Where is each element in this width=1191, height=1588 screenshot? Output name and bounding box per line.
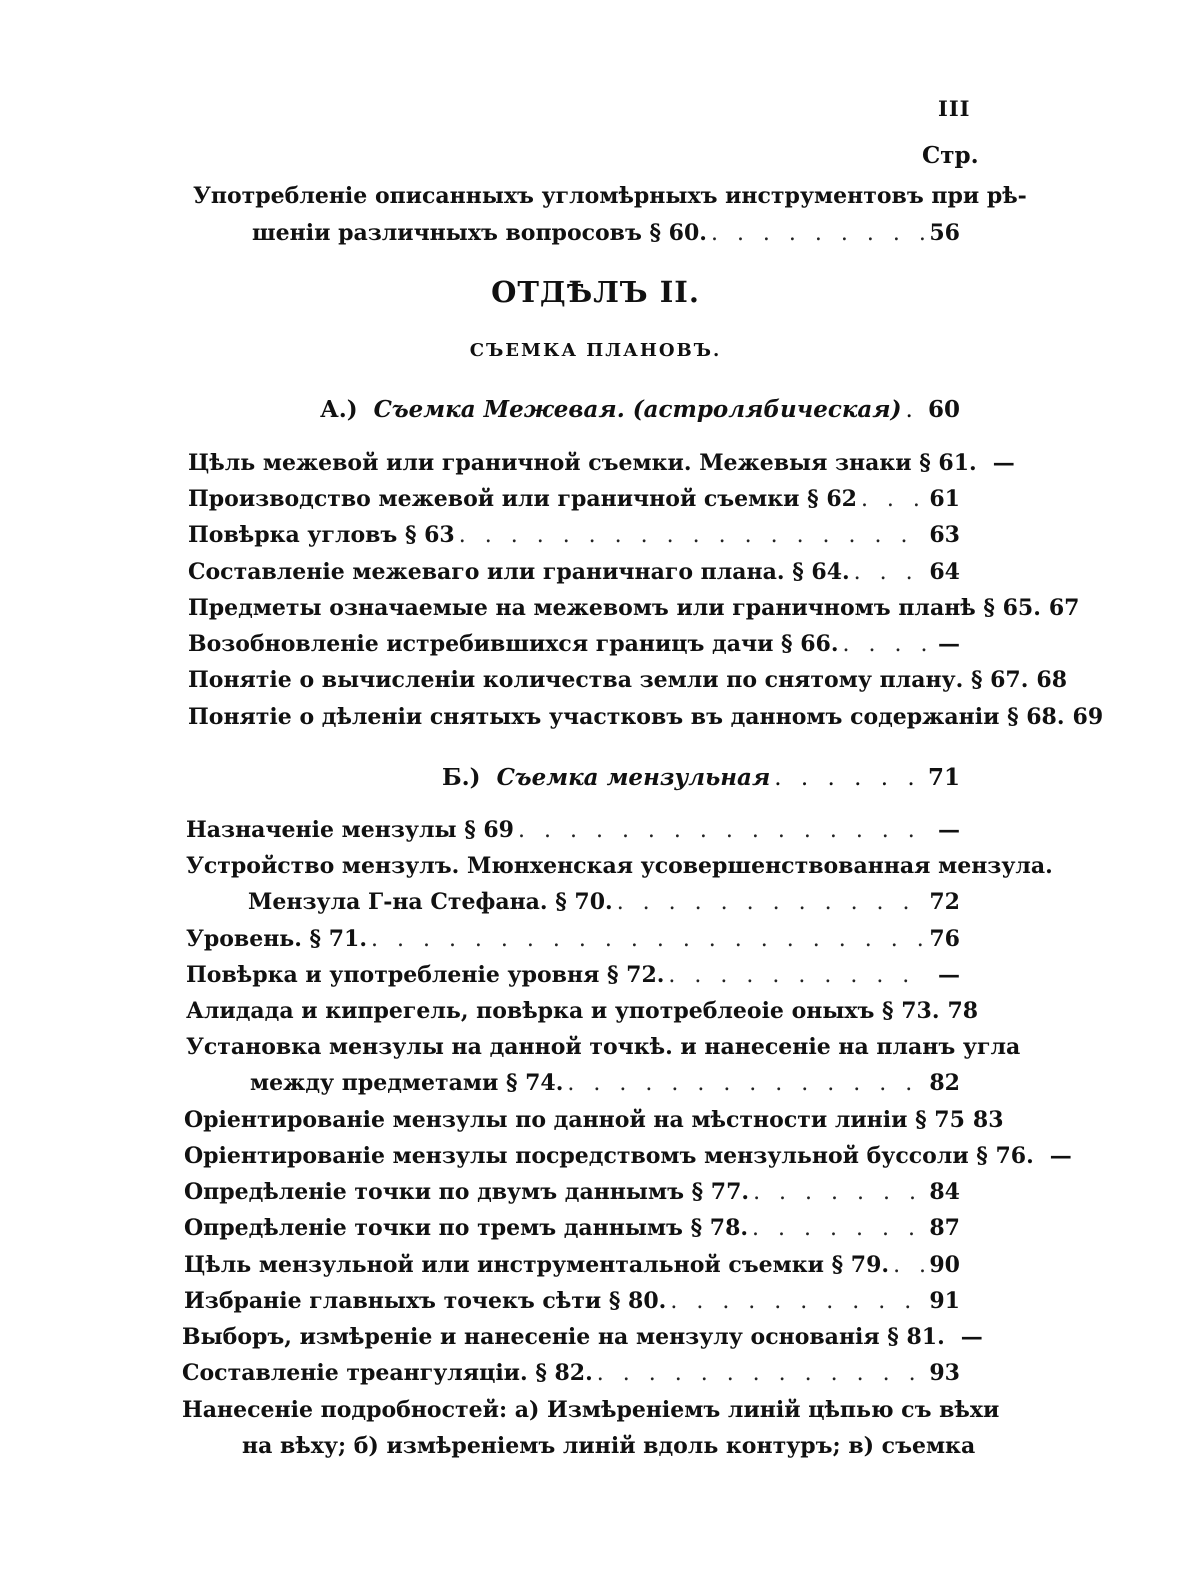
leader-dots bbox=[753, 1180, 925, 1205]
toc-entry bbox=[188, 704, 1104, 740]
leader-dots bbox=[905, 397, 924, 423]
toc-entry bbox=[188, 450, 1015, 486]
toc-entry-text: Мензула Г-на Стефана. § 70. bbox=[248, 889, 613, 915]
toc-page-number: — bbox=[1049, 1143, 1072, 1169]
toc-entry bbox=[186, 962, 960, 998]
toc-entry-text: Предметы означаемые на межевомъ или граничномъ планѣ § 65. bbox=[188, 595, 1041, 621]
leader-dots bbox=[668, 963, 926, 988]
toc-entry bbox=[184, 1288, 960, 1324]
toc-page-number: 93 bbox=[929, 1360, 960, 1386]
part-a-label: А.) bbox=[320, 396, 358, 423]
toc-entry bbox=[184, 1252, 960, 1288]
toc-entry-text: на вѣху; б) измѣреніемъ линій вдоль контуръ; в) съемка bbox=[242, 1433, 976, 1459]
toc-page-number: 87 bbox=[929, 1215, 960, 1241]
toc-page-number: 76 bbox=[929, 926, 960, 952]
toc-page-number: 84 bbox=[929, 1179, 960, 1205]
toc-page-number: — bbox=[960, 1324, 983, 1350]
toc-entry bbox=[188, 522, 960, 558]
toc-entry bbox=[182, 1397, 1000, 1433]
toc-entry bbox=[182, 1324, 983, 1360]
leader-dots bbox=[567, 1071, 925, 1096]
toc-page-number: — bbox=[938, 817, 960, 843]
toc-entry-text: Понятіе о вычисленіи количества земли по снятому плану. § 67. bbox=[188, 667, 1029, 693]
toc-entry-text: Избраніе главныхъ точекъ сѣти § 80. bbox=[184, 1288, 667, 1314]
toc-page-number: 78 bbox=[947, 998, 979, 1024]
toc-entry-text: Составленіе треангуляціи. § 82. bbox=[182, 1360, 593, 1386]
leader-dots bbox=[843, 632, 927, 657]
toc-entry-text: Цѣль межевой или граничной съемки. Межевыя знаки § 61. bbox=[188, 450, 977, 476]
toc-entry bbox=[186, 998, 979, 1034]
toc-entry-text: Опредѣленіе точки по двумъ даннымъ § 77. bbox=[184, 1179, 750, 1205]
toc-entry bbox=[184, 1215, 960, 1251]
toc-entry bbox=[186, 817, 960, 853]
toc-entry-text: шеніи различныхъ вопросовъ § 60. bbox=[252, 220, 707, 246]
toc-entry-text: Устройство мензулъ. Мюнхенская усовершенствованная мензула. bbox=[186, 853, 1053, 879]
toc-entry bbox=[188, 486, 960, 522]
toc-entry bbox=[184, 1107, 1004, 1143]
toc-entry-text: Оріентированіе мензулы посредствомъ мензульной буссоли § 76. bbox=[184, 1143, 1034, 1169]
leader-dots bbox=[459, 523, 926, 548]
part-b-heading bbox=[442, 764, 960, 800]
toc-page-number: — bbox=[992, 450, 1015, 476]
leader-dots bbox=[752, 1216, 925, 1241]
toc-entry bbox=[188, 559, 960, 595]
leader-dots bbox=[371, 927, 925, 952]
toc-entry-text: между предметами § 74. bbox=[250, 1070, 564, 1096]
toc-page-number: 68 bbox=[1036, 667, 1068, 693]
toc-page-number: 63 bbox=[929, 522, 960, 548]
toc-entry-text: Уровень. § 71. bbox=[186, 926, 367, 952]
toc-entry-text: Возобновленіе истребившихся границъ дачи § 66. bbox=[188, 631, 839, 657]
leader-dots bbox=[893, 1253, 925, 1278]
toc-page-number: 69 bbox=[1072, 704, 1104, 730]
toc-page-number: — bbox=[938, 962, 960, 988]
leader-dots bbox=[711, 221, 925, 246]
pages-column-label: Стр. bbox=[922, 142, 979, 169]
toc-entry bbox=[182, 1360, 960, 1396]
toc-page-number: — bbox=[938, 631, 960, 657]
toc-entry-text: Нанесеніе подробностей: а) Измѣреніемъ линій цѣпью съ вѣхи bbox=[182, 1397, 1000, 1423]
toc-entry-text: Алидада и кипрегель, повѣрка и употреблеоіе оныхъ § 73. bbox=[186, 998, 940, 1024]
toc-entry-text: Выборъ, измѣреніе и нанесеніе на мензулу основанія § 81. bbox=[182, 1324, 945, 1350]
leader-dots bbox=[854, 560, 926, 585]
part-b-title: Съемка мензульная bbox=[496, 764, 771, 791]
toc-page-number: 83 bbox=[972, 1107, 1004, 1133]
part-a-heading bbox=[320, 396, 960, 432]
toc-entry bbox=[188, 667, 1068, 703]
toc-entry-text: Оріентированіе мензулы по данной на мѣстности линіи § 75 bbox=[184, 1107, 965, 1133]
toc-page-number: 71 bbox=[927, 764, 960, 791]
toc-entry bbox=[242, 1433, 976, 1469]
toc-entry bbox=[184, 1179, 960, 1215]
toc-entry bbox=[184, 1143, 1072, 1179]
part-b-label: Б.) bbox=[442, 764, 481, 791]
toc-entry-text: Цѣль мензульной или инструментальной съемки § 79. bbox=[184, 1252, 890, 1278]
leader-dots bbox=[518, 818, 926, 843]
toc-page-number: 82 bbox=[929, 1070, 960, 1096]
toc-page-number: 56 bbox=[929, 220, 960, 246]
toc-entry-text: Назначеніе мензулы § 69 bbox=[186, 817, 514, 843]
toc-entry-text: Составленіе межеваго или граничнаго плана. § 64. bbox=[188, 559, 850, 585]
toc-entry-text: Повѣрка и употребленіе уровня § 72. bbox=[186, 962, 665, 988]
toc-entry-text: Понятіе о дѣленіи снятыхъ участковъ въ данномъ содержаніи § 68. bbox=[188, 704, 1065, 730]
toc-entry-text: Производство межевой или граничной съемки § 62 bbox=[188, 486, 857, 512]
toc-entry-text: Опредѣленіе точки по тремъ даннымъ § 78. bbox=[184, 1215, 749, 1241]
toc-entry bbox=[248, 889, 960, 925]
toc-entry-text: Употребленіе описанныхъ угломѣрныхъ инструментовъ при рѣ- bbox=[193, 183, 1027, 209]
toc-entry bbox=[188, 631, 960, 667]
toc-entry bbox=[186, 926, 960, 962]
toc-page-number: 60 bbox=[927, 396, 960, 423]
leader-dots bbox=[597, 1361, 926, 1386]
section-title: ОТДѢЛЪ II. bbox=[491, 275, 700, 309]
section-subtitle: СЪЕМКА ПЛАНОВЪ. bbox=[469, 340, 722, 361]
toc-page-number: 61 bbox=[929, 486, 960, 512]
toc-page-number: 90 bbox=[929, 1252, 960, 1278]
toc-page-number: 67 bbox=[1048, 595, 1080, 621]
toc-entry bbox=[250, 1070, 960, 1106]
part-a-title: Съемка Межевая. (астролябическая) bbox=[373, 396, 902, 423]
toc-page-number: 72 bbox=[929, 889, 960, 915]
toc-page-number: 91 bbox=[929, 1288, 960, 1314]
toc-entry-text: Повѣрка угловъ § 63 bbox=[188, 522, 455, 548]
leader-dots bbox=[774, 765, 924, 791]
toc-page-number: 64 bbox=[929, 559, 960, 585]
leader-dots bbox=[861, 487, 925, 512]
leader-dots bbox=[670, 1289, 925, 1314]
toc-entry-text: Установка мензулы на данной точкѣ. и нанесеніе на планъ угла bbox=[186, 1034, 1021, 1060]
toc-entry bbox=[186, 1034, 1021, 1070]
page-number: III bbox=[938, 96, 971, 121]
toc-entry bbox=[186, 853, 1053, 889]
toc-entry-intro-line2 bbox=[252, 220, 960, 256]
toc-entry-intro-line1 bbox=[193, 183, 1027, 219]
leader-dots bbox=[617, 890, 926, 915]
toc-entry bbox=[188, 595, 1080, 631]
